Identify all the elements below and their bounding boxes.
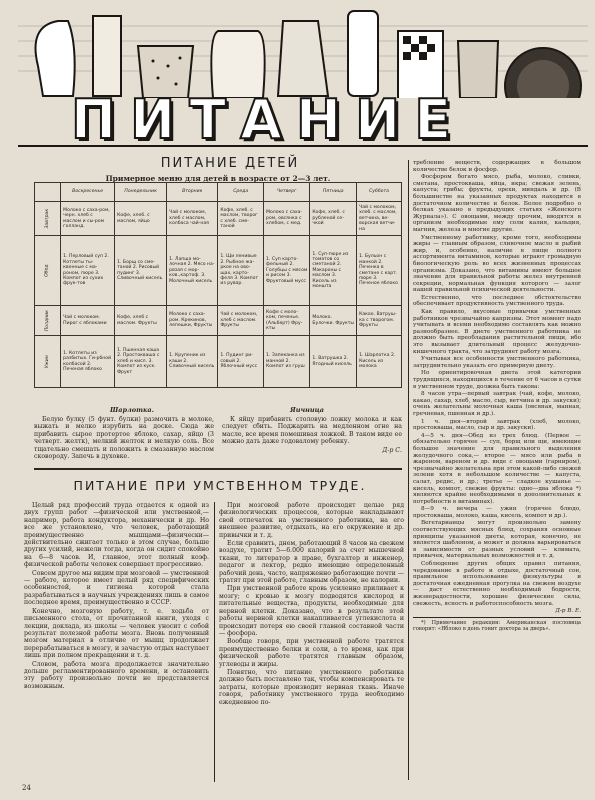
article-paragraph: Вегетарианцы могут произвольно замену соответствующих мясных блюд, сохраняя основные принципы указанной диеты, которая, конечно, не является шаблоном, а может и должна варьироваться в зависимости от разных условий — климата, привычек, материальных возможностей и т. д. — [413, 520, 581, 560]
article-paragraph: Понятно, что питание умственного работника должно быть поставлено так, чтобы компенсировать те затраты, которые производит нервная ткань. Иначе говоря, работнику умственного труда необходимо ежедневное по- — [219, 668, 404, 706]
menu-row-supper — [35, 336, 402, 388]
footnote-rule — [413, 617, 581, 618]
article-paragraph: Целый ряд профессий труда отдается к одной из двух групп работ —физической или умственной,— например, работа кондуктора, механически и др. Но все же установлено, что человек, работающий преимущественно мышцами—физически— действительно сжигает только в этом случае, больше других усилий, нежели тогда, когда он сидит спокойно на 6—8 часов. И, главное, этот полный коэф. физической работы человек совершает прогрессивно. — [24, 502, 209, 569]
meal-label: Обед — [44, 264, 50, 277]
menu-cell: 1. Шарлотка 2. Кисель из молока — [357, 336, 402, 388]
menu-day-header: Среда — [218, 183, 264, 202]
menu-cell: Кофе, хлеб. с маслом, яйцо — [115, 202, 167, 236]
recipe-signature: Д-р С. — [382, 446, 402, 454]
menu-cell: Молоко. Булочки. Фрукты — [310, 306, 357, 336]
recipe-title-charlotte: Шарлотка. — [110, 406, 154, 414]
menu-row-dinner — [35, 236, 402, 306]
article-signature: Д-р В. Е. — [555, 608, 581, 615]
menu-cell: 1. Суп карто-фельный 2. Голубцы с мясом и рисом 3. Фруктовый мусс — [264, 236, 310, 306]
menu-cell: Чай с молоком, хлеб с маслом, колбаса чай-ная — [167, 202, 218, 236]
article-paragraph: 8—9 ч. вечера — ужин (горячее блюдо, простокваша, молоко, каша, кисель, компот и др.). — [413, 506, 581, 519]
menu-corner-cell — [35, 183, 61, 202]
column-divider — [214, 502, 215, 782]
menu-cell: Чай с молоком. Пирог с яблоками — [61, 306, 115, 336]
menu-day-header: Воскресенье — [61, 183, 115, 202]
article-paragraph: Но ориентировочная диета этой категории трудящихся, находящихся в течение от 6 часов в сутки в умственном труде, должна быть такова: — [413, 370, 581, 390]
menu-cell: Чай с молоком, хлеб. с маслом, ветчина, ве-ворская ветчи-на — [357, 202, 402, 236]
menu-cell: 1. Ватрушка 2. Ягодный кисель — [310, 336, 357, 388]
recipe-title-omelet: Яичница — [290, 406, 325, 414]
menu-cell: Кофе, хлеб. с маслом, творог с хлеб. сме-таной — [218, 202, 264, 236]
article-paragraph: Соблюдение других общих правил питания, чередование в работе и отдыхе, достаточный сон, правильное использование физкультуры и достаточная ежедневная прогулка на свежем воздухе — даст естественно необходимый бодрости, жизнерадостности, хорошие физические силы, свежесть, ясность и работоспособность мозга. — [413, 561, 581, 607]
column-divider — [408, 160, 409, 780]
menu-header-row — [35, 183, 402, 202]
menu-cell: 1. Запеканка из манной 2. Компот из груш — [264, 336, 310, 388]
menu-day-header: Четверг — [264, 183, 310, 202]
article-paragraph: При мозговой работе происходят целые ряд физиологических процессов, которые накладывают свой отпечаток на умственного работника, на его внешнее развитие, отдыхать, на его окружение и др. привычки и т. д. — [219, 502, 404, 539]
article-paragraph: Вообще говоря, при умственной работе тратятся преимущественно белки и соли, а то время, как при физической работе тратятся главным образом, углеводы и жиры. — [219, 638, 404, 668]
section-divider — [34, 468, 402, 470]
menu-cell: 1. Пудинг ри-совый 2. Яблочный мусс — [218, 336, 264, 388]
article-paragraph: Совсем другое мы видим при мозговой — умственной — работе, которое имеет целый ряд специфических особенностей, и гигиена которой стала разрабатываться в научных учреждениях лишь в самое последнее время, преимущественно в СССР. — [24, 569, 209, 607]
menu-cell: 1. Перловый суп 2. Котлеты ты-квенные с ма-роном, пюре 3. Компот из сухих фрук-тов — [61, 236, 115, 306]
footnote: *) Примечание редакции: Американская пословица говорит: «Яблоко в день гонит доктора за дверь». — [413, 619, 581, 633]
menu-cell: Кофе, хлеб. с рубленой се-чкой — [310, 202, 357, 236]
menu-cell: 1. Котлеты из разбитых. Ги-рбной колбасой 2. Печеная яблоко — [61, 336, 115, 388]
article-paragraph: Как правило, вкусовые привычки умственных работников чрезвычайно капризны. Этот момент надо учитывать и всеми необходимо составлять как можно разнообразнее. В диете умственного работника не должно быть преобладания растительной пищи, ибо это вызывает длительный процесс желудочно-кишечного тракта, что затрудняет работу мозга. — [413, 309, 581, 355]
article-paragraph: Словом, работа мозга продолжается значительно дольше регламентированного времени, и остановить эту работу произвольно почти не представляется возможным. — [24, 660, 209, 690]
article-paragraph: Если сравнить, днем, работающий 8 часов на свежем воздухе, тратит 5—6.000 калорий за счет мышечной ткани, то литератор в праве, бухгалтер и инженер, педагог и лектор, редко имеющие определенный рабочий день, часто, напряженно работающие почти — тратят при этой работе, главным образом, не калории. — [219, 540, 404, 585]
article-paragraph: Естественно, что последнее обстоятельство обеспечивает продуктивность умственного труда. — [413, 294, 581, 308]
menu-cell: 1. Лапша мо-лочная 2. Мясо на-рвзая с мор-ков.,картоф. 3. Молочный кисель — [167, 236, 218, 306]
menu-day-header: Пятница — [310, 183, 357, 202]
menu-cell: 1. Пшенная каша 2. Простокваша с хлеб и кисл. 3. Компот из куск. Фрукт — [115, 336, 167, 388]
article-paragraph: требление веществ, содержащих в большом количестве белок и фосфор. — [413, 160, 581, 173]
recipe-paragraph: К яйцу прибавить столовую ложку молока и как следует сбить. Поджарить на медленном огне на масле, все время помешивая ложкой. В таком виде ее можно дать даже годовалому ребенку. — [222, 416, 402, 446]
menu-cell: 1. Щи ленивые 2. Рыбное жа-ркое на ово-щах, карто-феля 3. Компот из рувар. — [218, 236, 264, 306]
menu-cell: Молоко с саха-ром, овсянка с хлебом, с мед. — [264, 202, 310, 236]
article-column-1 — [24, 502, 209, 691]
menu-cell: 1. Бульон с манкой 2. Печенка в сметане с карт. пюре 3. Печеное яблоко — [357, 236, 402, 306]
section-title-children: ПИТАНИЕ ДЕТЕЙ — [160, 156, 300, 171]
menu-caption: Примерное меню для детей в возрасте от 2—3 лет. — [105, 174, 331, 183]
article-paragraph: При умственной работе кровь усиленно приливает к мозгу; с кровью к мозгу подводятся кислород и питательные вещества, продукты, необходимые для нервной клетки. Доказано, что в результате этой работы нервной клетки накапливается углекислота и происходит потеря ею своей главной составной части — фосфора. — [219, 585, 404, 637]
meal-label: Полдник — [44, 309, 50, 332]
article-column-right — [413, 160, 581, 634]
menu-cell: Молоко с саха-ром. Крекинов, лепешки, Фрукты — [167, 306, 218, 336]
menu-cell: Молоко с саха-ром, черн. хлеб с маслом и сы-ром голланд. — [61, 202, 115, 236]
recipe-text-omelet — [222, 416, 402, 454]
article-paragraph: Умственному работнику, кроме того, необходимы жиры — главным образом, сливочное масло и рыбий жир, и, особенно, наличие в пище полного ассортимента витаминов, которые играют громадную биологическую роль во всех жизненных процессах организма. Доказано, что витамины имеют большое значение для правильной работы желез внутренней секреции, нормальная функция которого — залог нашей правильной психической деятельности. — [413, 234, 581, 294]
article-column-2 — [219, 502, 404, 707]
article-paragraph: Учитывая все особенности умственного работника, затруднительно указать его примерную диету. — [413, 356, 581, 369]
menu-row-snack — [35, 306, 402, 336]
menu-cell: 1. Суп-пюре из томатов со сметаной 2. Макароны с маслом 3. Кисель из моншта — [310, 236, 357, 306]
menu-day-header: Понедельник — [115, 183, 167, 202]
recipe-text-charlotte — [34, 416, 214, 461]
menu-cell: Чай с молоком, хлеб с маслом. Фрукты — [218, 306, 264, 336]
article-paragraph: 1 ч. дня—второй завтрак (хлеб, молоко, простокваша, масло, сыр и др. закуски). — [413, 418, 581, 432]
menu-cell: Какао. Ватруш-ка с творогом. Фрукты — [357, 306, 402, 336]
menu-day-header: Вторник — [167, 183, 218, 202]
menu-cell: Кофе, хлеб с маслом. Фрукты — [115, 306, 167, 336]
article-paragraph: 4—5 ч. дня—Обед из трех блюд. (Первое — обязательно горячее — суп, борщ или щи, имеющие большое значение для правильного выделения желудочного сока,— второе — мясо или рыба в жареном, вареном и др. виде с овощами (гарниром), чрезвычайно желательна при этом какой-либо свежей зелени хотя в небольшом количестве — капуста, салат, редис, и др.; третье — сладкое кушанье — кисель, компот, свежие фрукты: одно—два яблока *) являются крайне необходимыми в дополнительных к потребности в витаминах). — [413, 432, 581, 505]
menu-row-breakfast — [35, 202, 402, 236]
menu-cell: Кофе с моло-ком, печенье. (Альберт) Фру-кты — [264, 306, 310, 336]
banner-illustration — [18, 6, 588, 150]
meal-label: Ужин — [44, 355, 50, 368]
menu-day-header: Суббота — [357, 183, 402, 202]
meal-label: Завтрак — [44, 208, 50, 229]
menu-cell: 1. Борщ со сме-таной 2. Рисовый пудинг 3. Сливочный кисель — [115, 236, 167, 306]
recipe-paragraph: Белую булку (5 фунт. булки) размочить в молоке, выжать и мелко изрубить на доске. Сюда же прибавить сырое протертое яблоко, сахар, яйцо (3 четверт. желтк), мелкий желток и мелкую соль. Все тщательно смешать и положить в смазанную маслом сковороду. Запечь в духовке. — [34, 416, 214, 461]
page-number: 24 — [22, 784, 31, 792]
article-paragraph: Конечно, мозговую работу, т. е. ходьба от письменного стола, от прочитанной книги, уходя с лекции, доклада, из школы — человек уносит с собой результат полезной работы мозга. Вновь полученный мозгом материал в отличие от мышц продолжает перерабатываться в мозгу, и зачастую отдых наступает лишь при полном прекращении и т. д. — [24, 607, 209, 660]
banner-title: ПИТАНИЕ — [70, 88, 466, 151]
article-paragraph: 8 часов утра—первый завтрак (чай, кофе, молоко, какао, сахар, хлеб, масло, сыр, ветчина и др. закуски); очень желательны молочная каша (овсяная, манная, гречневая, пшенная и др.). — [413, 391, 581, 417]
section-title-mental-work: ПИТАНИЕ ПРИ УМСТВЕННОМ ТРУДЕ. — [73, 478, 367, 493]
children-menu-table — [34, 182, 402, 388]
menu-cell: 1. Крупеник из каши 2. Сливочный кисель — [167, 336, 218, 388]
article-paragraph: Фосфором богато мясо, рыба, молоко, сливки, сметана, простокваша, яйца, икра; свежая зелень, капуста; грибы; фрукты, орехи, миндаль и др. (В большинстве на указанных продуктах находится в достаточном количестве и белок. Более подробно о белках указано в предыдущих статьях «Женского Журнала»). С овощами, между прочим, вводятся в организм необходимые ему соли калия, кальция, магния, железа и многие другие. — [413, 174, 581, 233]
